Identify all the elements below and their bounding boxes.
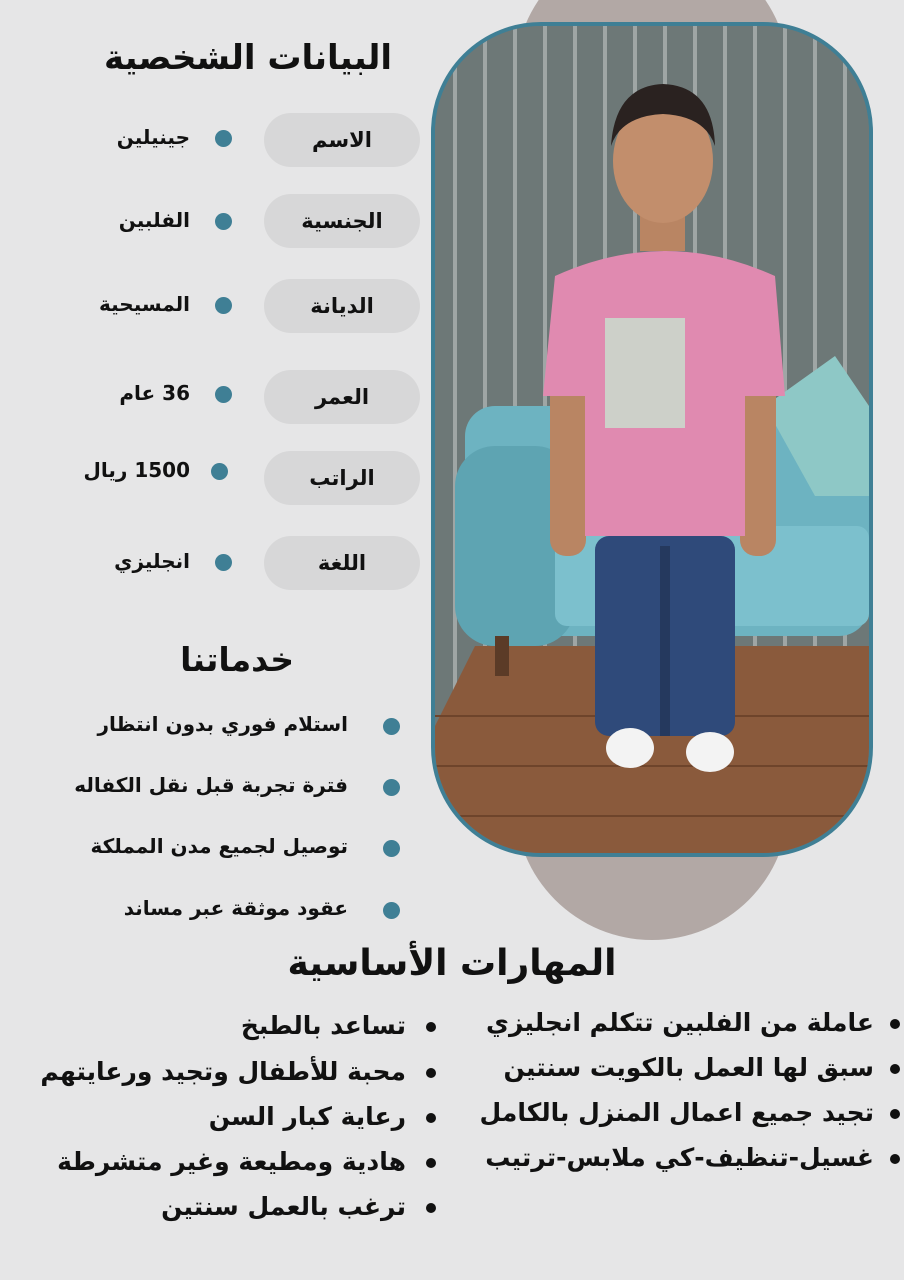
skill-item: سبق لها العمل بالكويت سنتين <box>503 1053 874 1082</box>
skills-title: المهارات الأساسية <box>287 943 617 984</box>
bullet-icon <box>426 1022 436 1032</box>
bullet-dot-icon <box>215 130 232 147</box>
bullet-icon <box>426 1203 436 1213</box>
services-title: خدماتنا <box>180 640 294 679</box>
bullet-dot-icon <box>215 213 232 230</box>
bullet-icon <box>426 1113 436 1123</box>
value-religion: المسيحية <box>99 292 190 316</box>
skill-item: غسيل-تنظيف-كي ملابس-ترتيب <box>485 1143 874 1172</box>
bullet-icon <box>890 1109 900 1119</box>
bullet-dot-icon <box>383 718 400 735</box>
personal-info-title: البيانات الشخصية <box>103 38 392 78</box>
skill-item: محبة للأطفال وتجيد ورعايتهم <box>40 1057 406 1086</box>
bullet-icon <box>426 1068 436 1078</box>
bullet-icon <box>426 1158 436 1168</box>
value-nationality: الفلبين <box>118 208 190 232</box>
skill-item: تجيد جميع اعمال المنزل بالكامل <box>479 1098 874 1127</box>
label-name: الاسم <box>264 113 420 167</box>
bullet-dot-icon <box>383 902 400 919</box>
bullet-dot-icon <box>211 463 228 480</box>
service-item: توصيل لجميع مدن المملكة <box>90 834 348 858</box>
label-age: العمر <box>264 370 420 424</box>
worker-photo <box>431 22 873 857</box>
service-item: فترة تجربة قبل نقل الكفاله <box>74 773 348 797</box>
bullet-icon <box>890 1154 900 1164</box>
bullet-dot-icon <box>215 554 232 571</box>
label-salary: الراتب <box>264 451 420 505</box>
value-name: جينيلين <box>116 125 190 149</box>
bullet-dot-icon <box>215 297 232 314</box>
value-age: 36 عام <box>119 381 190 405</box>
skill-item: عاملة من الفلبين تتكلم انجليزي <box>486 1008 874 1037</box>
skill-item: ترغب بالعمل سنتين <box>161 1192 406 1221</box>
label-language: اللغة <box>264 536 420 590</box>
service-item: استلام فوري بدون انتظار <box>97 712 348 736</box>
service-item: عقود موثقة عبر مساند <box>123 896 348 920</box>
skill-item: رعاية كبار السن <box>208 1102 406 1131</box>
bullet-dot-icon <box>383 840 400 857</box>
value-language: انجليزي <box>114 549 190 573</box>
value-salary: 1500 ريال <box>83 458 190 482</box>
bullet-dot-icon <box>383 779 400 796</box>
label-nationality: الجنسية <box>264 194 420 248</box>
skill-item: هادية ومطيعة وغير متشرطة <box>57 1147 406 1176</box>
skill-item: تساعد بالطبخ <box>240 1011 406 1040</box>
label-religion: الديانة <box>264 279 420 333</box>
bullet-icon <box>890 1064 900 1074</box>
bullet-icon <box>890 1019 900 1029</box>
bullet-dot-icon <box>215 386 232 403</box>
